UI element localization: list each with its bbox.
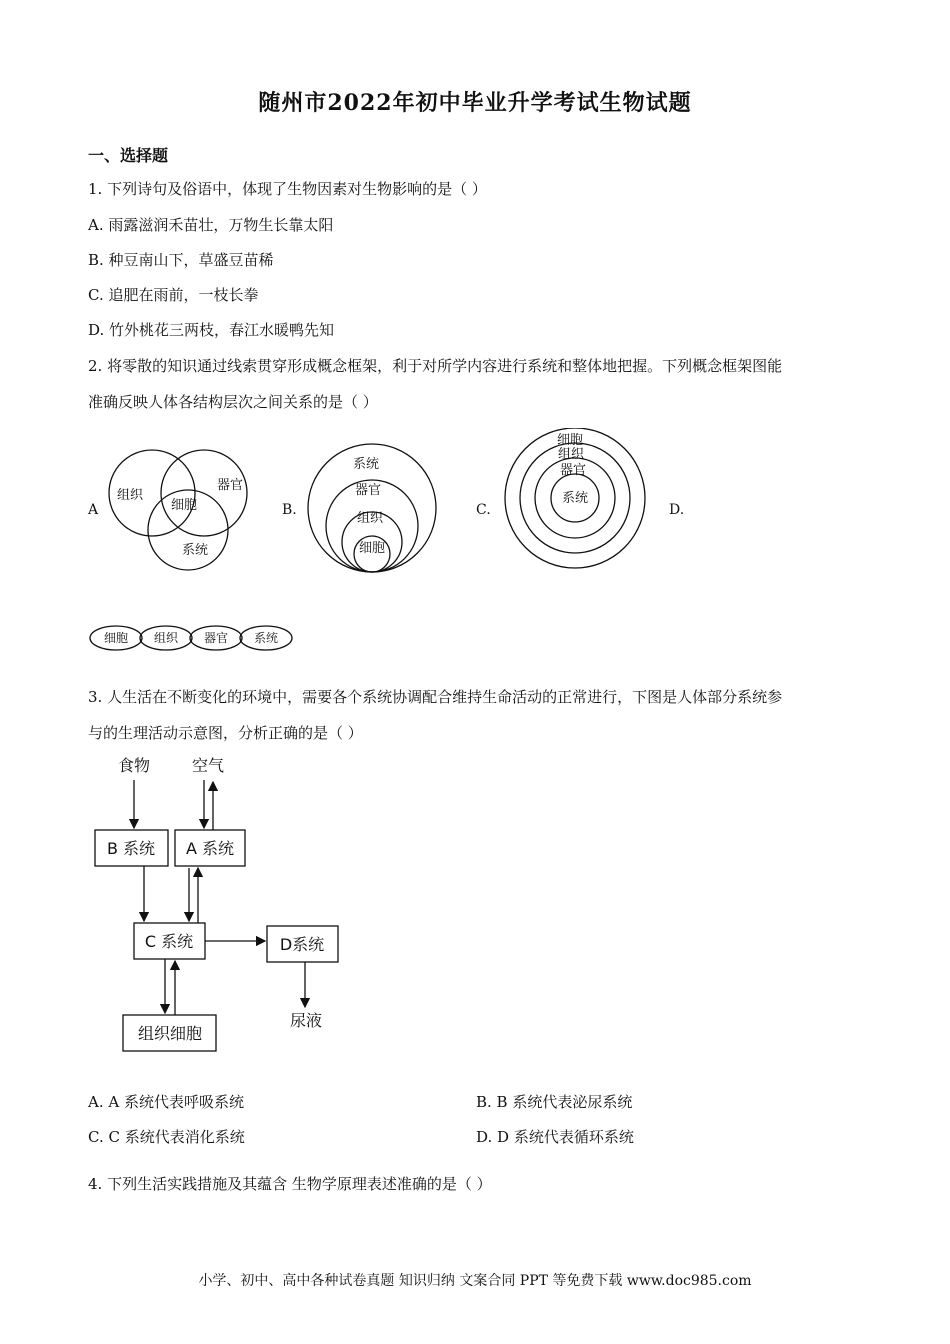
venn-label-cell: 细胞: [170, 498, 198, 513]
section-heading: 一、选择题: [88, 146, 169, 165]
chain-label-cell: 细胞: [103, 631, 129, 645]
q3-option-c: C. C 系统代表消化系统: [88, 1128, 245, 1146]
nested-b-label-organ: 器官: [354, 483, 382, 498]
text-b-system: B 系统: [106, 839, 156, 858]
nested-b-label-system: 系统: [352, 457, 380, 472]
q1-option-c: C. 追肥在雨前，一枝长拳: [88, 286, 259, 304]
q3-option-a: A. A 系统代表呼吸系统: [88, 1093, 244, 1111]
chain-label-tissue: 组织: [153, 631, 179, 645]
q3-stem-line1: 3. 人生活在不断变化的环境中，需要各个系统协调配合维持生命活动的正常进行，下图是人体部分系统参: [88, 688, 783, 706]
concentric-label-organ: 器官: [559, 463, 587, 478]
q2-diagram-d-chain: [88, 623, 298, 655]
venn-label-tissue: 组织: [116, 488, 144, 503]
q3-system-flow-diagram: [90, 750, 360, 1060]
q2-option-b-label: B.: [282, 502, 297, 518]
q1-option-b: B. 种豆南山下，草盛豆苗稀: [88, 251, 274, 269]
q3-option-b: B. B 系统代表泌尿系统: [476, 1093, 633, 1111]
chain-label-system: 系统: [253, 631, 279, 645]
q1-option-a: A. 雨露滋润禾苗壮，万物生长靠太阳: [88, 216, 334, 234]
q3-stem-line2: 与的生理活动示意图，分析正确的是（ ）: [88, 724, 363, 742]
q2-diagram-b-nested: [300, 442, 450, 574]
q4-stem: 4. 下列生活实践措施及其蕴含 生物学原理表述准确的是（ ）: [88, 1175, 492, 1193]
text-a-system: A 系统: [185, 839, 235, 858]
q1-stem: 1. 下列诗句及俗语中，体现了生物因素对生物影响的是（ ）: [88, 180, 487, 198]
concentric-label-cell: 细胞: [556, 433, 584, 448]
nested-b-label-tissue: 组织: [356, 511, 384, 526]
q2-diagram-a-venn: [100, 445, 260, 575]
q3-option-d: D. D 系统代表循环系统: [476, 1128, 634, 1146]
text-c-system: C 系统: [144, 932, 194, 951]
label-food: 食物: [117, 756, 151, 775]
page-title: 随州市2022年初中毕业升学考试生物试题: [258, 90, 692, 116]
q2-stem-line2: 准确反映人体各结构层次之间关系的是（ ）: [88, 393, 378, 411]
q2-stem-line1: 2. 将零散的知识通过线索贯穿形成概念框架，利于对所学内容进行系统和整体地把握。下列概念框架图能: [88, 357, 783, 375]
q1-option-d: D. 竹外桃花三两枝，春江水暖鸭先知: [88, 321, 335, 339]
q2-option-a-label: A: [88, 502, 99, 518]
text-tissue-cells: 组织细胞: [137, 1024, 203, 1043]
q2-option-c-label: C.: [476, 502, 491, 518]
venn-label-system: 系统: [181, 543, 209, 558]
q2-diagram-c-concentric: [500, 428, 650, 578]
text-d-system: D系统: [279, 935, 325, 954]
chain-label-organ: 器官: [203, 631, 229, 645]
nested-b-label-cell: 细胞: [358, 541, 386, 556]
concentric-label-system: 系统: [561, 491, 589, 506]
label-urine: 尿液: [289, 1011, 323, 1030]
q2-option-d-label: D.: [669, 502, 685, 518]
page-footer: 小学、初中、高中各种试卷真题 知识归纳 文案合同 PPT 等免费下载 www.doc985.com: [198, 1273, 752, 1289]
label-air: 空气: [191, 756, 225, 775]
concentric-label-tissue: 组织: [557, 447, 585, 462]
venn-label-organ: 器官: [216, 478, 244, 493]
